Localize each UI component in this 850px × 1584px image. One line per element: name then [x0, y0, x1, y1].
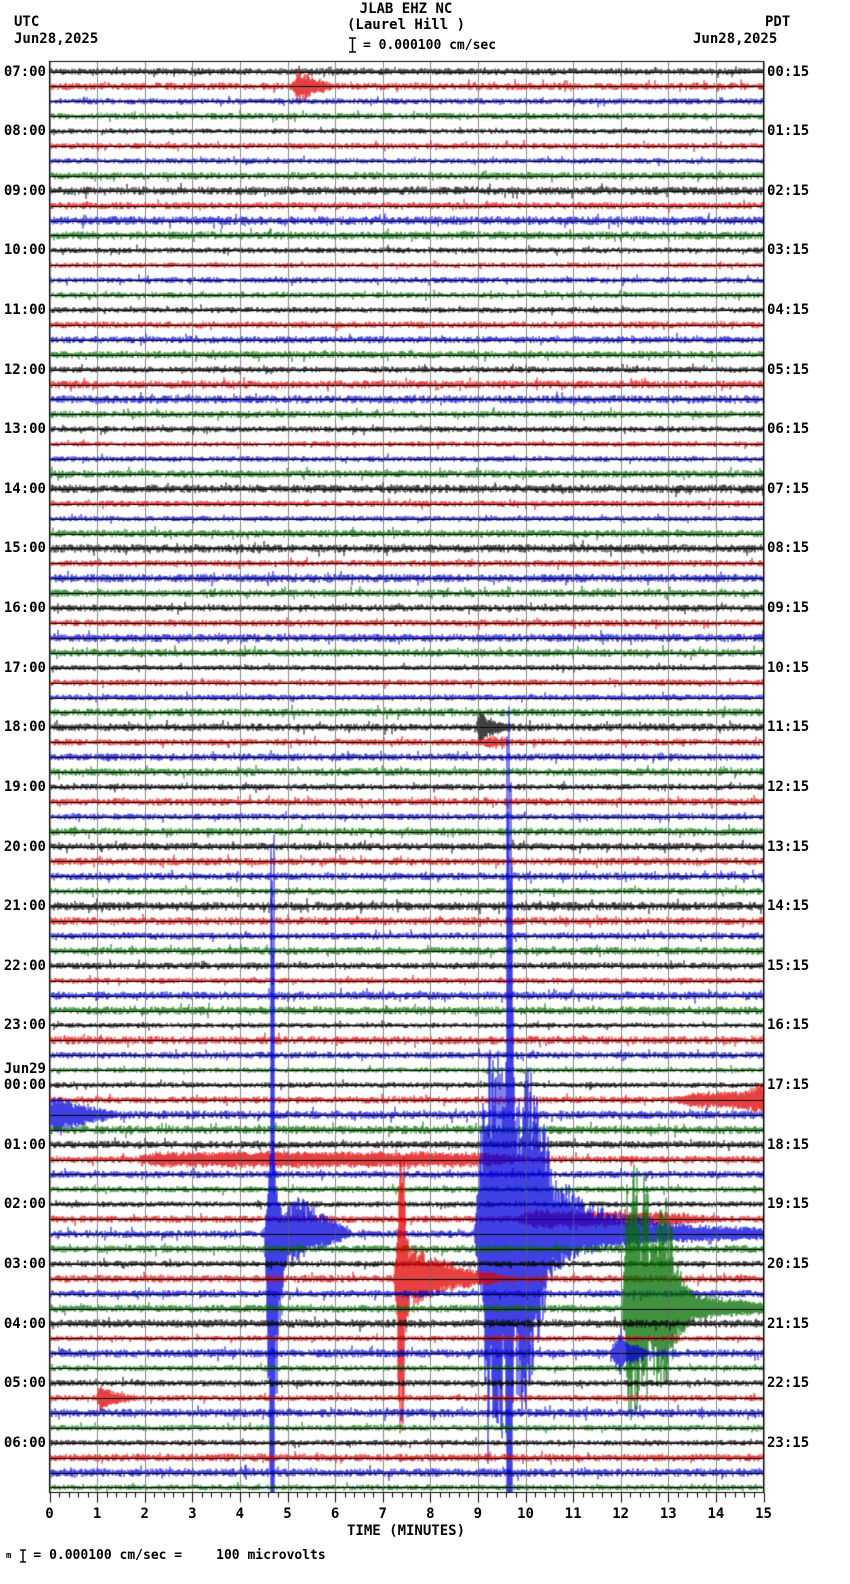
axis-tick-label: 9: [473, 1506, 483, 1522]
right-time-label: 16:15: [767, 1017, 810, 1034]
right-time-label: 09:15: [767, 600, 810, 617]
right-time-label: 19:15: [767, 1196, 810, 1213]
axis-tick-label: 14: [707, 1506, 725, 1522]
axis-tick-label: 5: [283, 1506, 292, 1522]
right-time-label: 12:15: [767, 778, 810, 795]
right-time-label: 20:15: [767, 1255, 810, 1272]
axis-tick-label: 10: [517, 1506, 534, 1522]
right-time-label: 06:15: [767, 421, 810, 438]
left-time-label: 10:00: [3, 242, 46, 259]
left-time-label: 00:00: [3, 1077, 46, 1094]
right-timezone-label: PDT: [765, 14, 791, 30]
footer-scale-label: = 0.000100 cm/sec =: [33, 1548, 183, 1563]
right-time-label: 04:15: [767, 301, 810, 318]
axis-tick-label: 15: [755, 1506, 772, 1522]
footer-prefix-glyph: m: [6, 1550, 12, 1561]
left-time-label: 07:00: [3, 63, 46, 80]
left-time-label: 15:00: [3, 540, 46, 557]
right-time-label: 21:15: [767, 1315, 810, 1332]
axis-tick-label: 13: [659, 1506, 677, 1522]
x-axis-title: TIME (MINUTES): [346, 1523, 466, 1539]
right-time-label: 05:15: [767, 361, 810, 378]
left-time-label: 13:00: [3, 421, 46, 438]
scale-label: = 0.000100 cm/sec: [363, 37, 497, 53]
left-time-label: 19:00: [3, 778, 46, 795]
axis-tick-label: 11: [564, 1506, 582, 1522]
left-time-label: 06:00: [3, 1434, 46, 1451]
right-time-label: 15:15: [767, 957, 810, 974]
left-time-label: 04:00: [3, 1315, 46, 1332]
left-time-label: 02:00: [3, 1196, 46, 1213]
left-time-label: 21:00: [3, 898, 46, 915]
axis-tick-label: 1: [92, 1506, 102, 1522]
right-time-label: 22:15: [767, 1375, 810, 1392]
left-date-label: Jun28,2025: [14, 31, 99, 47]
amplitude-scale: [348, 37, 496, 53]
axis-tick-label: 8: [426, 1506, 435, 1522]
left-time-label: 08:00: [3, 123, 46, 140]
right-time-label: 07:15: [767, 480, 810, 497]
axis-tick-label: 4: [235, 1506, 245, 1522]
axis-tick-label: 7: [378, 1506, 387, 1522]
right-time-label: 00:15: [767, 63, 810, 80]
right-time-label: 17:15: [767, 1077, 810, 1094]
station-subtitle: (Laurel Hill ): [346, 17, 466, 33]
scale-bar-icon: [348, 37, 357, 53]
left-time-label: 17:00: [3, 659, 46, 676]
right-time-label: 11:15: [767, 719, 810, 736]
left-time-label: 23:00: [3, 1017, 46, 1034]
right-time-labels: [767, 0, 849, 1584]
right-time-label: 02:15: [767, 182, 810, 199]
axis-tick-label: 0: [45, 1506, 54, 1522]
station-title: JLAB EHZ NC: [359, 1, 453, 17]
right-time-label: 13:15: [767, 838, 810, 855]
left-time-label: 14:00: [3, 480, 46, 497]
right-time-label: 10:15: [767, 659, 810, 676]
axis-tick-label: 6: [330, 1506, 340, 1522]
scale-bar-icon: [19, 1549, 27, 1563]
footer-scale-value: 100 microvolts: [216, 1548, 326, 1563]
left-timezone-label: UTC: [14, 14, 40, 30]
left-time-label: 01:00: [3, 1136, 46, 1153]
right-time-label: 18:15: [767, 1136, 810, 1153]
footer-scale-note: [6, 1548, 326, 1563]
left-time-label: 12:00: [3, 361, 46, 378]
left-time-label: 20:00: [3, 838, 46, 855]
left-time-label: 09:00: [3, 182, 46, 199]
left-time-label: 11:00: [3, 301, 46, 318]
right-time-label: 03:15: [767, 242, 810, 259]
left-time-label: 22:00: [3, 957, 46, 974]
left-time-label: 05:00: [3, 1375, 46, 1392]
date-rollover-label: Jun29: [3, 1061, 46, 1078]
right-time-label: 01:15: [767, 123, 810, 140]
axis-tick-label: 12: [612, 1506, 630, 1522]
left-time-label: 03:00: [3, 1255, 46, 1272]
right-date-label: Jun28,2025: [693, 31, 778, 47]
left-time-label: 18:00: [3, 719, 46, 736]
axis-tick-label: 2: [140, 1506, 149, 1522]
axis-tick-label: 3: [188, 1506, 197, 1522]
right-time-label: 23:15: [767, 1434, 810, 1451]
right-time-label: 08:15: [767, 540, 810, 557]
left-time-labels: [0, 0, 46, 1584]
left-time-label: 16:00: [3, 600, 46, 617]
right-time-label: 14:15: [767, 898, 810, 915]
